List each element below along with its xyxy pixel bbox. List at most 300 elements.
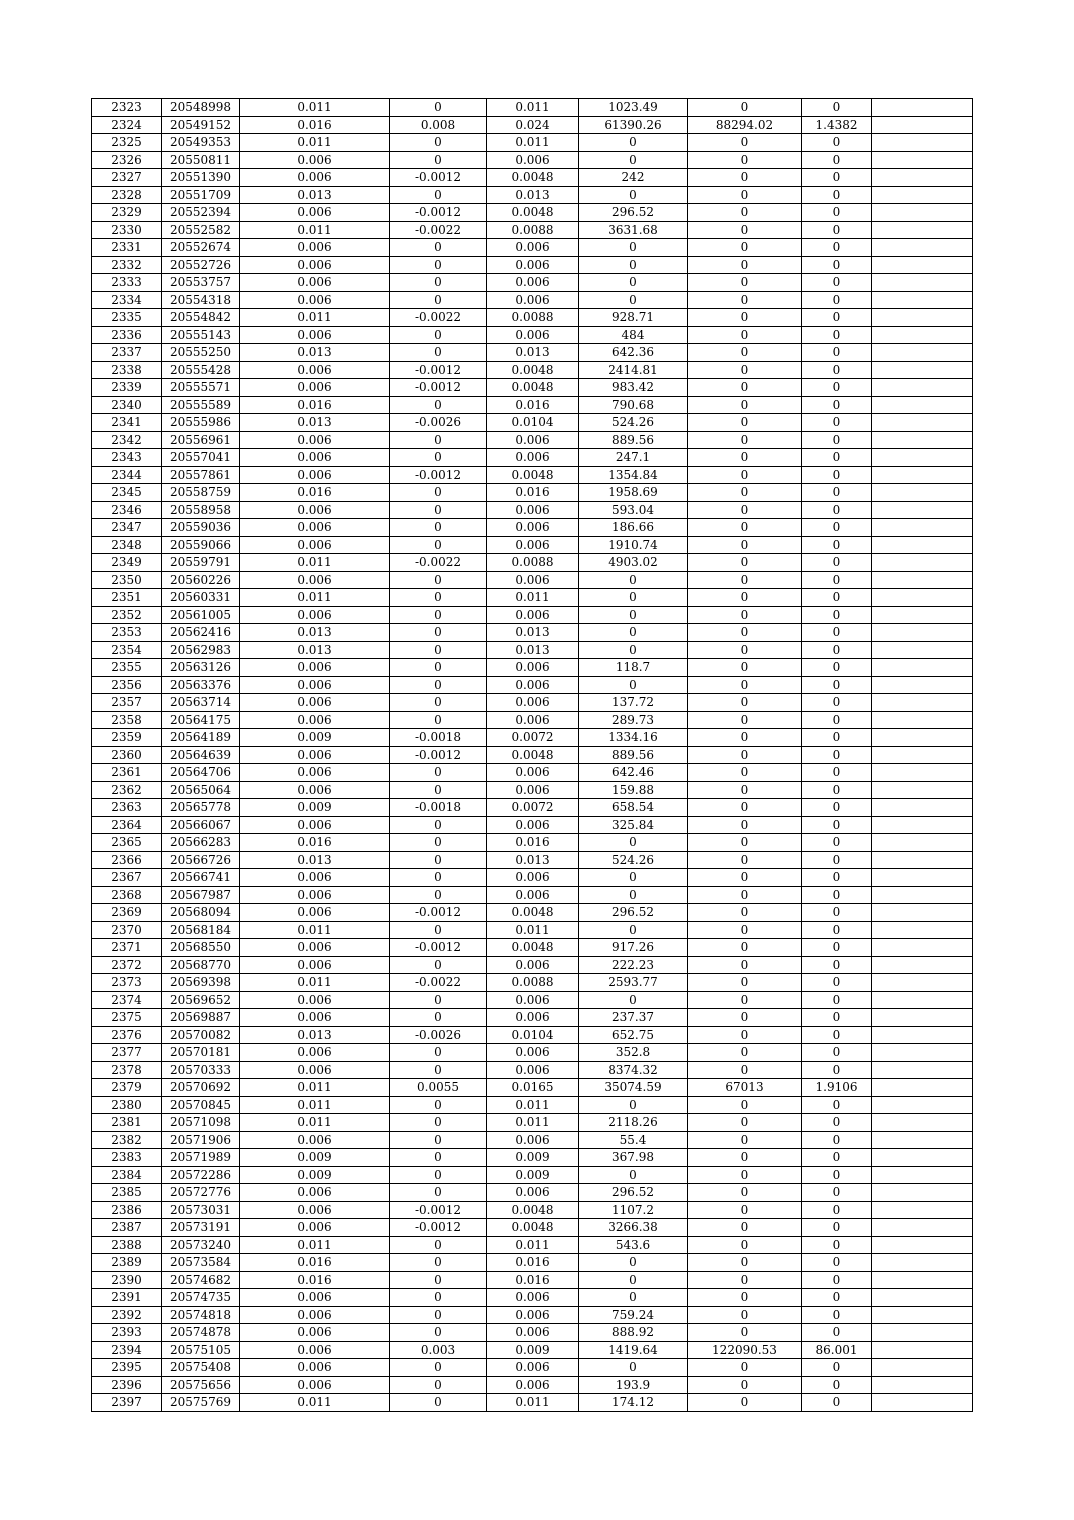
table-cell [872, 851, 973, 869]
table-cell: -0.0012 [390, 939, 487, 957]
table-cell: 352.8 [579, 1044, 688, 1062]
table-cell: 0.006 [240, 1184, 390, 1202]
table-cell [872, 659, 973, 677]
table-cell: 20569398 [162, 974, 240, 992]
table-cell: 20564639 [162, 746, 240, 764]
table-cell: 20565778 [162, 799, 240, 817]
table-cell: 20575105 [162, 1341, 240, 1359]
table-cell: 889.56 [579, 431, 688, 449]
table-row [92, 1236, 973, 1254]
table-row [92, 659, 973, 677]
table-cell [872, 554, 973, 572]
table-cell: 0 [579, 1289, 688, 1307]
table-cell: 0.006 [240, 501, 390, 519]
table-cell: 0 [802, 991, 872, 1009]
table-cell: 0 [390, 1306, 487, 1324]
table-cell [872, 1289, 973, 1307]
table-cell: 0 [802, 536, 872, 554]
table-cell: 0.0088 [487, 309, 579, 327]
table-cell: 0.006 [240, 1009, 390, 1027]
table-cell [872, 1376, 973, 1394]
table-cell: 0.016 [487, 1254, 579, 1272]
table-cell: 20564706 [162, 764, 240, 782]
table-cell: 0.0048 [487, 1219, 579, 1237]
table-cell: 0.006 [487, 1044, 579, 1062]
table-cell: 20573240 [162, 1236, 240, 1254]
table-row [92, 799, 973, 817]
table-cell: 242 [579, 169, 688, 187]
table-cell: 2371 [92, 939, 162, 957]
table-cell: 0.006 [240, 711, 390, 729]
table-cell: 0 [802, 624, 872, 642]
table-cell: 367.98 [579, 1149, 688, 1167]
table-cell: 0.006 [487, 694, 579, 712]
table-cell: -0.0012 [390, 1219, 487, 1237]
table-cell [872, 519, 973, 537]
table-cell: 0 [802, 1114, 872, 1132]
table-cell: 0 [802, 694, 872, 712]
table-cell [872, 204, 973, 222]
table-body [92, 99, 973, 1412]
table-row [92, 536, 973, 554]
table-cell: 0 [390, 1114, 487, 1132]
table-cell: 0 [688, 974, 802, 992]
table-cell: 20571906 [162, 1131, 240, 1149]
table-cell: 0.006 [240, 1324, 390, 1342]
table-cell: 0 [390, 606, 487, 624]
table-cell: 20567987 [162, 886, 240, 904]
table-cell: 0.006 [487, 606, 579, 624]
table-cell: 0.011 [240, 974, 390, 992]
table-cell: 0 [688, 624, 802, 642]
table-cell: -0.0012 [390, 746, 487, 764]
table-cell: 0 [390, 764, 487, 782]
table-cell: 2393 [92, 1324, 162, 1342]
table-cell: 0 [802, 239, 872, 257]
table-cell: 642.46 [579, 764, 688, 782]
table-cell: 0 [802, 1236, 872, 1254]
table-cell: 0 [579, 186, 688, 204]
table-cell: 0.011 [240, 554, 390, 572]
table-cell: 20556961 [162, 431, 240, 449]
table-cell: -0.0018 [390, 729, 487, 747]
table-cell: 0 [802, 746, 872, 764]
table-cell: 0 [802, 1061, 872, 1079]
table-cell: 0.006 [240, 274, 390, 292]
table-cell: 0 [390, 659, 487, 677]
table-cell: 0.006 [487, 991, 579, 1009]
table-cell: 2339 [92, 379, 162, 397]
table-cell: 0 [688, 904, 802, 922]
table-cell [872, 1044, 973, 1062]
table-cell: 0.009 [240, 1149, 390, 1167]
table-row [92, 1044, 973, 1062]
table-cell: 0 [802, 974, 872, 992]
table-cell: 2389 [92, 1254, 162, 1272]
table-row [92, 641, 973, 659]
table-cell [872, 1184, 973, 1202]
table-cell: 0 [802, 344, 872, 362]
table-cell: 2353 [92, 624, 162, 642]
table-row [92, 309, 973, 327]
table-cell: 0 [579, 834, 688, 852]
table-cell: 0 [390, 1359, 487, 1377]
table-cell: 0 [688, 379, 802, 397]
table-cell: 2394 [92, 1341, 162, 1359]
table-cell: 0 [688, 921, 802, 939]
table-cell: 0 [802, 1009, 872, 1027]
table-cell [872, 606, 973, 624]
table-cell: -0.0026 [390, 414, 487, 432]
table-cell: 0 [802, 1149, 872, 1167]
table-cell [872, 151, 973, 169]
table-cell: 0 [390, 834, 487, 852]
table-row [92, 1026, 973, 1044]
table-cell: 0 [579, 869, 688, 887]
table-cell: 0 [802, 1184, 872, 1202]
table-cell: 0 [390, 641, 487, 659]
table-cell: 0.006 [487, 326, 579, 344]
table-cell [872, 869, 973, 887]
table-cell [872, 746, 973, 764]
table-cell [872, 1324, 973, 1342]
table-cell: 0.006 [240, 694, 390, 712]
table-cell: 0 [688, 1376, 802, 1394]
table-cell: 0 [802, 571, 872, 589]
table-cell: 0.0048 [487, 204, 579, 222]
table-cell: 0 [688, 361, 802, 379]
table-cell: 0.009 [240, 729, 390, 747]
table-cell: 0.006 [487, 431, 579, 449]
table-cell: 2330 [92, 221, 162, 239]
table-cell: 0 [390, 694, 487, 712]
table-row [92, 886, 973, 904]
table-row [92, 204, 973, 222]
table-cell: 0 [802, 221, 872, 239]
table-cell: 0.011 [487, 1096, 579, 1114]
table-cell: 20560331 [162, 589, 240, 607]
table-cell: 0 [688, 519, 802, 537]
table-cell: 20550811 [162, 151, 240, 169]
table-cell: 2354 [92, 641, 162, 659]
table-cell: 0 [802, 99, 872, 117]
table-cell [872, 256, 973, 274]
table-cell: 0 [802, 921, 872, 939]
table-cell [872, 484, 973, 502]
table-cell: 20573191 [162, 1219, 240, 1237]
table-cell: 0.006 [240, 239, 390, 257]
table-cell [872, 834, 973, 852]
table-cell: 20559066 [162, 536, 240, 554]
table-row [92, 1201, 973, 1219]
table-cell: 0.006 [240, 991, 390, 1009]
table-cell: 20575408 [162, 1359, 240, 1377]
table-cell: 0.006 [487, 256, 579, 274]
table-cell: 20557041 [162, 449, 240, 467]
table-cell: 0.013 [240, 624, 390, 642]
table-cell [872, 1166, 973, 1184]
table-cell: 0 [688, 816, 802, 834]
table-cell: 0 [579, 589, 688, 607]
table-cell: 0.009 [487, 1341, 579, 1359]
table-cell: 2381 [92, 1114, 162, 1132]
table-cell: 20574818 [162, 1306, 240, 1324]
table-cell: -0.0012 [390, 361, 487, 379]
table-cell: -0.0012 [390, 169, 487, 187]
table-cell: 2329 [92, 204, 162, 222]
table-row [92, 1166, 973, 1184]
table-cell [872, 729, 973, 747]
table-cell: 2376 [92, 1026, 162, 1044]
table-cell: 2356 [92, 676, 162, 694]
table-cell: 0.013 [240, 851, 390, 869]
table-row [92, 834, 973, 852]
table-cell: -0.0012 [390, 204, 487, 222]
table-cell: 0.006 [240, 1376, 390, 1394]
table-cell: 0 [579, 291, 688, 309]
table-cell [872, 764, 973, 782]
table-row [92, 274, 973, 292]
table-cell: 2385 [92, 1184, 162, 1202]
table-cell: 0.006 [240, 169, 390, 187]
table-cell: 20566726 [162, 851, 240, 869]
table-cell: 0 [688, 221, 802, 239]
table-cell: 20551390 [162, 169, 240, 187]
table-cell: 0.006 [487, 291, 579, 309]
table-cell: 2324 [92, 116, 162, 134]
table-cell: 0 [390, 1254, 487, 1272]
table-cell: 0 [390, 1166, 487, 1184]
table-cell: 20571098 [162, 1114, 240, 1132]
table-cell: 0.006 [240, 431, 390, 449]
table-cell: 0 [579, 571, 688, 589]
table-cell: 0.011 [240, 1394, 390, 1412]
table-cell: 0 [802, 729, 872, 747]
table-cell: 2374 [92, 991, 162, 1009]
table-cell: 61390.26 [579, 116, 688, 134]
table-cell: 20563714 [162, 694, 240, 712]
table-cell: 0 [390, 239, 487, 257]
table-cell: 20570333 [162, 1061, 240, 1079]
table-cell [872, 711, 973, 729]
table-cell: 20552674 [162, 239, 240, 257]
table-cell: 0.009 [487, 1166, 579, 1184]
table-cell: 0.006 [487, 676, 579, 694]
table-cell: 20561005 [162, 606, 240, 624]
table-row [92, 571, 973, 589]
table-row [92, 1131, 973, 1149]
table-cell: 889.56 [579, 746, 688, 764]
table-cell: 0 [802, 1201, 872, 1219]
table-cell [872, 414, 973, 432]
table-cell: 2383 [92, 1149, 162, 1167]
table-cell: 0 [688, 1131, 802, 1149]
table-cell [872, 921, 973, 939]
table-cell: 0 [802, 1219, 872, 1237]
table-cell: 0.008 [390, 116, 487, 134]
table-cell: 8374.32 [579, 1061, 688, 1079]
table-cell: 20552726 [162, 256, 240, 274]
table-cell: 20572286 [162, 1166, 240, 1184]
table-cell [872, 501, 973, 519]
table-cell: 0.011 [240, 1079, 390, 1097]
table-cell: 2360 [92, 746, 162, 764]
table-cell: 0 [390, 1149, 487, 1167]
table-cell: 0 [802, 379, 872, 397]
table-cell: 1107.2 [579, 1201, 688, 1219]
table-cell: 0 [688, 956, 802, 974]
table-cell [872, 1219, 973, 1237]
table-row [92, 1289, 973, 1307]
table-cell: 20551709 [162, 186, 240, 204]
table-cell: 2328 [92, 186, 162, 204]
table-cell: 0.006 [240, 1044, 390, 1062]
table-cell: 0.011 [487, 134, 579, 152]
table-cell: 2387 [92, 1219, 162, 1237]
table-cell: 0 [802, 641, 872, 659]
table-cell: 0 [802, 274, 872, 292]
table-cell [872, 1271, 973, 1289]
table-cell [872, 694, 973, 712]
table-cell: 0 [688, 554, 802, 572]
table-cell: 983.42 [579, 379, 688, 397]
table-cell: 20570181 [162, 1044, 240, 1062]
table-cell: 0.0048 [487, 379, 579, 397]
table-cell: 0.0048 [487, 746, 579, 764]
table-row [92, 764, 973, 782]
table-cell: 2359 [92, 729, 162, 747]
table-row [92, 1254, 973, 1272]
table-cell: 0 [390, 186, 487, 204]
table-cell: 20555571 [162, 379, 240, 397]
table-cell: 0 [579, 1359, 688, 1377]
table-cell: 20573584 [162, 1254, 240, 1272]
table-cell: 20570845 [162, 1096, 240, 1114]
table-cell: 0 [802, 151, 872, 169]
table-cell: 0 [802, 1166, 872, 1184]
table-cell: 0 [579, 1166, 688, 1184]
table-cell: 0 [688, 169, 802, 187]
table-cell: 1.4382 [802, 116, 872, 134]
table-cell: 0.006 [240, 886, 390, 904]
table-cell: -0.0026 [390, 1026, 487, 1044]
table-cell: 0 [802, 869, 872, 887]
table-cell [872, 221, 973, 239]
table-cell: 0 [802, 326, 872, 344]
table-cell: 1910.74 [579, 536, 688, 554]
table-row [92, 134, 973, 152]
table-cell: 0 [390, 589, 487, 607]
table-row [92, 239, 973, 257]
table-cell: 0.011 [240, 589, 390, 607]
table-cell: 0.006 [487, 519, 579, 537]
table-cell [872, 1306, 973, 1324]
table-cell: 325.84 [579, 816, 688, 834]
table-cell: 0.013 [487, 344, 579, 362]
table-row [92, 606, 973, 624]
table-cell: 2326 [92, 151, 162, 169]
table-cell [872, 116, 973, 134]
table-cell: 2380 [92, 1096, 162, 1114]
table-cell: 0 [802, 816, 872, 834]
table-cell: 2361 [92, 764, 162, 782]
table-cell: 0.006 [240, 326, 390, 344]
table-cell: 20572776 [162, 1184, 240, 1202]
table-cell: 20574682 [162, 1271, 240, 1289]
table-row [92, 816, 973, 834]
table-cell: 0 [802, 1131, 872, 1149]
table-cell: 0.011 [240, 309, 390, 327]
table-cell: 0.016 [487, 484, 579, 502]
table-cell: 0 [802, 904, 872, 922]
table-cell: 2365 [92, 834, 162, 852]
table-cell: 0.006 [487, 239, 579, 257]
table-row [92, 1306, 973, 1324]
table-cell: 186.66 [579, 519, 688, 537]
table-cell: 2118.26 [579, 1114, 688, 1132]
table-cell: 2323 [92, 99, 162, 117]
table-cell: 86.001 [802, 1341, 872, 1359]
table-cell: 0 [579, 274, 688, 292]
table-cell: 0 [802, 1306, 872, 1324]
table-cell: 0 [390, 991, 487, 1009]
table-cell [872, 1061, 973, 1079]
table-cell: 0.006 [240, 1289, 390, 1307]
table-cell [872, 1341, 973, 1359]
table-cell: 0 [688, 1166, 802, 1184]
table-cell [872, 676, 973, 694]
table-cell: 0.006 [240, 676, 390, 694]
table-cell: 0 [802, 851, 872, 869]
table-cell: 0 [688, 694, 802, 712]
table-cell: 20566067 [162, 816, 240, 834]
table-cell: 0 [802, 1044, 872, 1062]
table-cell: 0 [688, 1114, 802, 1132]
table-cell: 0.006 [240, 1341, 390, 1359]
table-cell: 0.006 [487, 659, 579, 677]
table-cell: 0 [688, 886, 802, 904]
table-row [92, 851, 973, 869]
table-cell: 0 [688, 781, 802, 799]
table-cell: 20565064 [162, 781, 240, 799]
table-cell: 0 [688, 1394, 802, 1412]
table-cell [872, 449, 973, 467]
table-row [92, 1149, 973, 1167]
table-cell: 652.75 [579, 1026, 688, 1044]
table-cell: 0.0072 [487, 729, 579, 747]
table-cell: 0 [390, 99, 487, 117]
table-cell: 0 [802, 501, 872, 519]
table-cell: 0 [688, 1289, 802, 1307]
table-row [92, 676, 973, 694]
table-cell: 67013 [688, 1079, 802, 1097]
table-cell: 0.0048 [487, 169, 579, 187]
table-cell: 0 [688, 431, 802, 449]
table-cell: 1354.84 [579, 466, 688, 484]
table-row [92, 186, 973, 204]
table-row [92, 414, 973, 432]
table-cell: 0 [390, 274, 487, 292]
table-cell: 0 [688, 676, 802, 694]
table-cell: 2343 [92, 449, 162, 467]
table-cell [872, 904, 973, 922]
table-cell: 0.006 [240, 466, 390, 484]
table-cell: 0.006 [240, 746, 390, 764]
table-cell: 0.006 [487, 501, 579, 519]
table-cell: 137.72 [579, 694, 688, 712]
data-table [91, 98, 973, 1412]
table-cell: 0.013 [487, 641, 579, 659]
